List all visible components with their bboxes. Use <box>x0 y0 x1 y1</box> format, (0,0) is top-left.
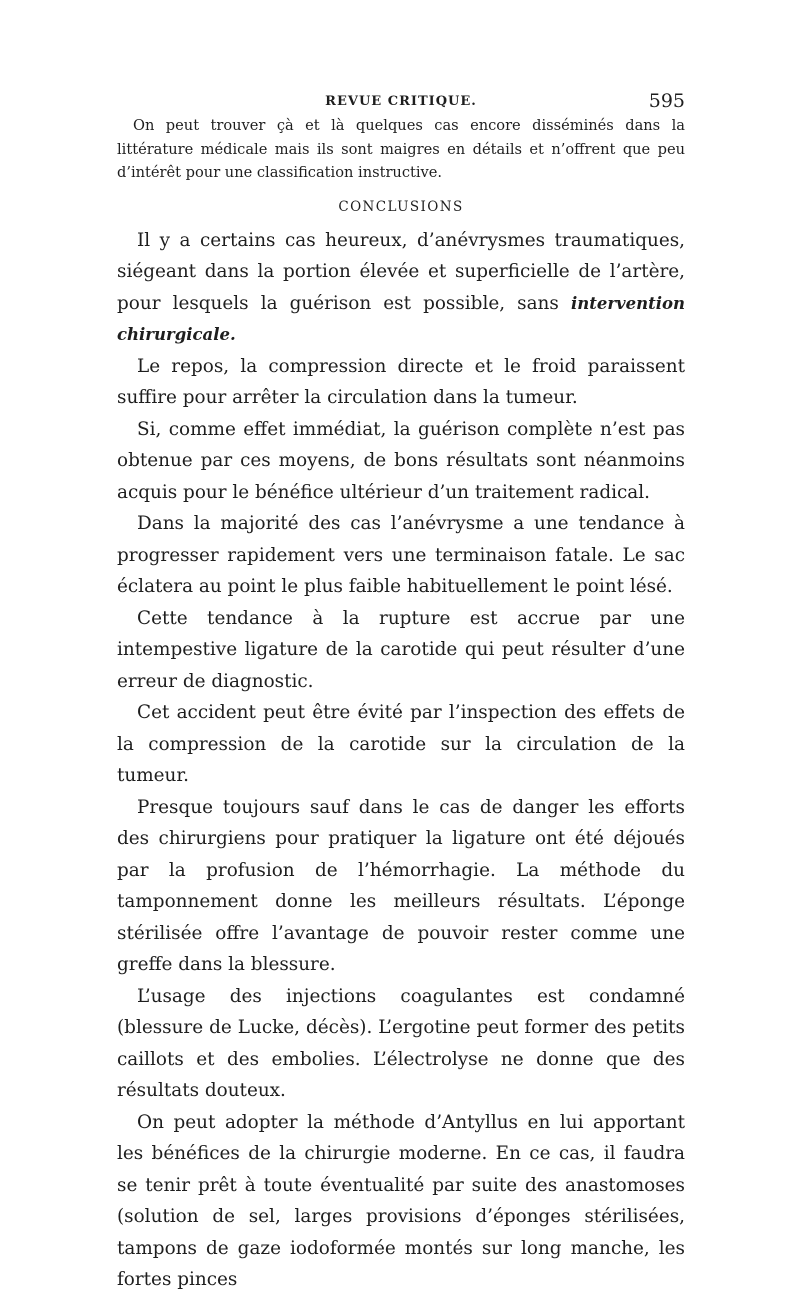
paragraph-1-text: Il y a certains cas heureux, d’anévrysmes traumatiques, siégeant dans la portion élevée et superficielle de l’artère, pour lesquels la guérison est possible, sans <box>117 229 685 314</box>
running-title: REVUE CRITIQUE. <box>325 94 477 109</box>
running-head <box>117 88 685 114</box>
paragraph-6: Cet accident peut être évité par l’inspection des effets de la compression de la carotide sur la circulation de la tumeur. <box>117 702 685 786</box>
paragraph-4: Dans la majorité des cas l’anévrysme a une tendance à progresser rapidement vers une terminaison fatale. Le sac éclatera au point le plus faible habituellement le point lésé. <box>117 513 685 597</box>
book-page <box>117 88 685 1296</box>
page-number: 595 <box>648 90 685 112</box>
paragraph-7: Presque toujours sauf dans le cas de danger les efforts des chirurgiens pour pratiquer la ligature ont été déjoués par la profusion de l’hémorrhagie. La méthode du tamponnement donne les meilleurs résultats. L’éponge stérilisée offre l’avantage de pouvoir rester comme une greffe dans la blessure. <box>117 796 685 975</box>
paragraph-3: Si, comme effet immédiat, la guérison complète n’est pas obtenue par ces moyens, de bons résultats sont néanmoins acquis pour le bénéfice ultérieur d’un traitement radical. <box>117 418 685 503</box>
paragraph-8: L’usage des injections coagulantes est condamné (blessure de Lucke, décès). L’ergotine peut former des petits caillots et des embolies. L’électrolyse ne donne que des résultats douteux. <box>117 985 685 1101</box>
section-heading: CONCLUSIONS <box>338 198 464 215</box>
paragraph-5: Cette tendance à la rupture est accrue par une intempestive ligature de la carotide qui peut résulter d’une erreur de diagnostic. <box>117 607 685 692</box>
paragraph-9: On peut adopter la méthode d’Antyllus en lui apportant les bénéfices de la chirurgie moderne. En ce cas, il faudra se tenir prêt à toute éventualité par suite des anastomoses (solution de sel, larges provisions d’éponges stérilisées, tampons de gaze iodoformée montés sur long manche, les fortes pinces <box>117 1111 685 1290</box>
intro-paragraph: On peut trouver çà et là quelques cas encore disséminés dans la littérature médicale mais ils sont maigres en détails et n’offrent que peu d’intérêt pour une classification instructive. <box>117 117 685 181</box>
paragraph-1 <box>117 225 685 351</box>
paragraph-1-emphasis: intervention chirurgicale. <box>117 293 685 344</box>
paragraph-2: Le repos, la compression directe et le froid paraissent suffire pour arrêter la circulation dans la tumeur. <box>117 355 685 408</box>
